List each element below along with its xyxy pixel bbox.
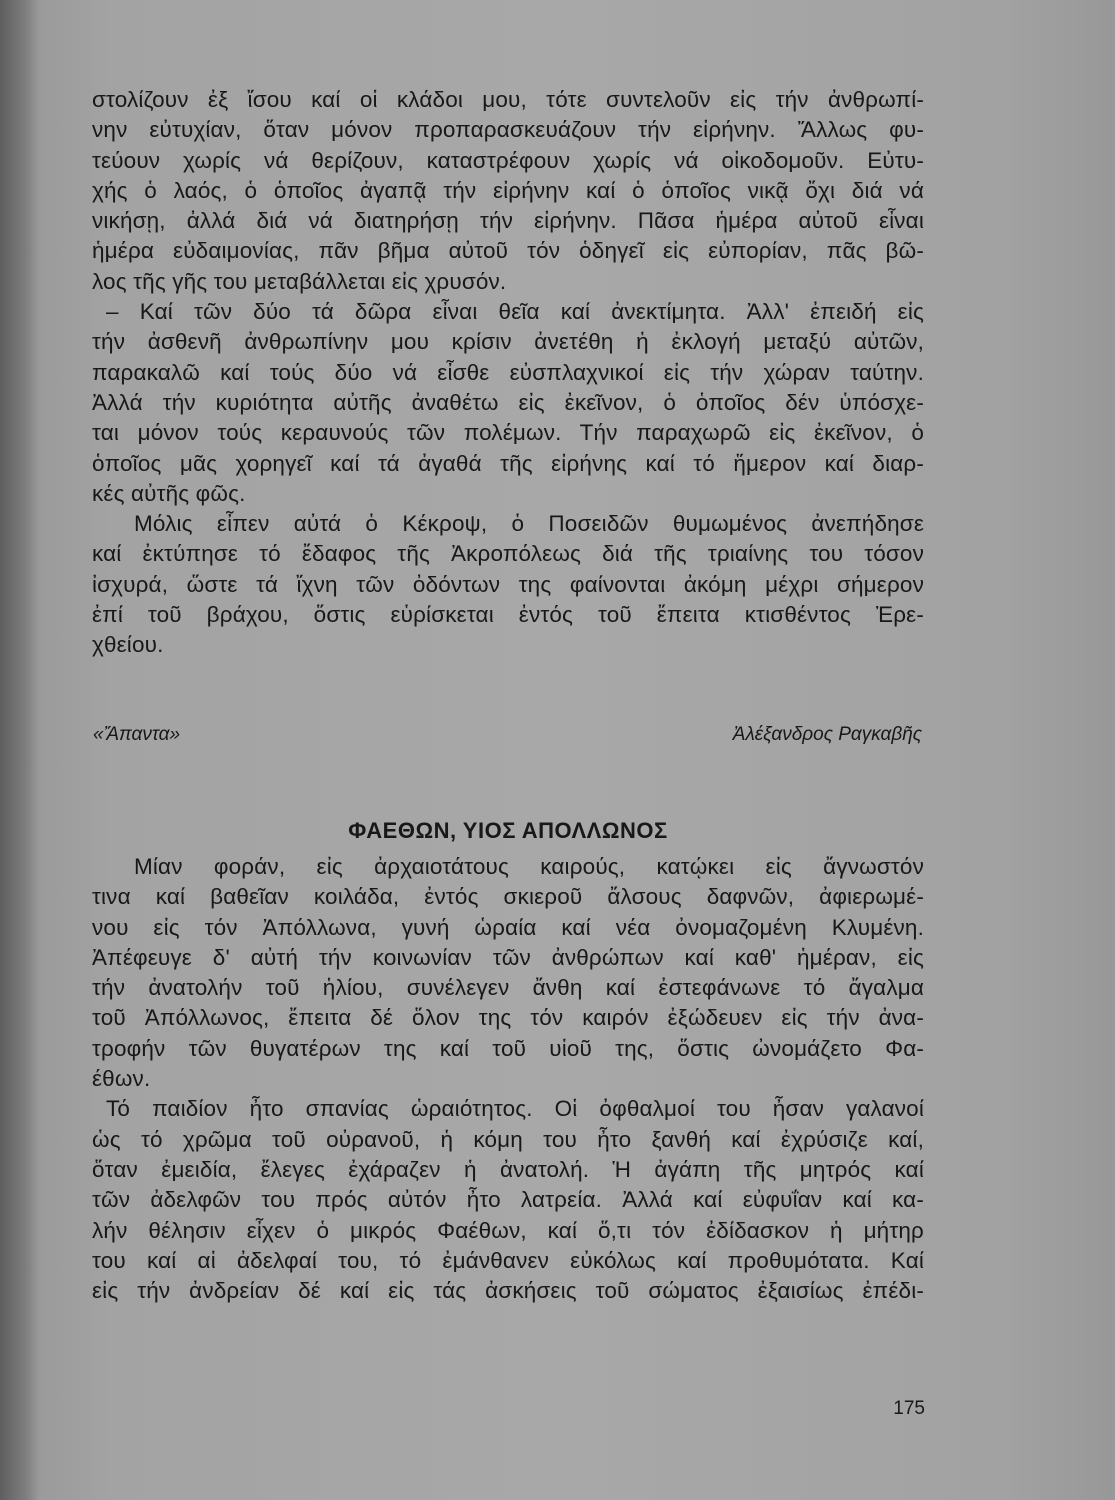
text-line: τεύουν χωρίς νά θερίζουν, καταστρέφουν χωρίς νά οἰκοδομοῦν. Εὐτυ- bbox=[92, 147, 924, 173]
text-line: ἐπί τοῦ βράχου, ὅστις εὑρίσκεται ἐντός τοῦ ἔπειτα κτισθέντος Ἐρε- bbox=[92, 602, 924, 628]
story-passage bbox=[92, 852, 924, 1306]
text-line: ὅταν ἐμειδία, ἔλεγες ἐχάραζεν ἡ ἀνατολή. Ἡ ἀγάπη τῆς μητρός καί bbox=[92, 1156, 924, 1182]
text-line: κές αὐτῆς φῶς. bbox=[92, 480, 246, 506]
text-line: Τό παιδίον ἦτο σπανίας ὡραιότητος. Οἱ ὀφθαλμοί του ἦσαν γαλανοί bbox=[106, 1096, 924, 1122]
text-line: καί ἐκτύπησε τό ἔδαφος τῆς Ἀκροπόλεως διά τῆς τριαίνης του τόσον bbox=[92, 541, 924, 567]
text-line: χής ὁ λαός, ὁ ὁποῖος ἀγαπᾷ τήν εἰρήνην καί ὁ ὁποῖος νικᾷ ὄχι διά νά bbox=[92, 177, 924, 203]
text-line: νικήσῃ, ἀλλά διά νά διατηρήσῃ τήν εἰρήνην. Πᾶσα ἡμέρα αὐτοῦ εἶναι bbox=[92, 208, 924, 234]
text-line: ὡς τό χρῶμα τοῦ οὐρανοῦ, ἡ κόμη του ἦτο ξανθή καί ἐχρύσιζε καί, bbox=[92, 1126, 924, 1152]
source-work: «Ἄπαντα» bbox=[93, 724, 181, 745]
text-line: ἡμέρα εὐδαιμονίας, πᾶν βῆμα αὐτοῦ τόν ὁδηγεῖ εἰς εὐπορίαν, πᾶς βῶ- bbox=[92, 238, 924, 264]
text-line: – Καί τῶν δύο τά δῶρα εἶναι θεῖα καί ἀνεκτίμητα. Ἀλλ' ἐπειδή εἰς bbox=[106, 299, 924, 325]
text-line: τινα καί βαθεῖαν κοιλάδα, ἐντός σκιεροῦ ἄλσους δαφνῶν, ἀφιερωμέ- bbox=[92, 884, 924, 910]
text-line: εἰς τήν ἀνδρείαν δέ καί εἰς τάς ἀσκήσεις τοῦ σώματος ἐξαισίως ἐπέδι- bbox=[92, 1278, 924, 1304]
text-line: Μίαν φοράν, εἰς ἀρχαιοτάτους καιρούς, κατῴκει εἰς ἄγνωστόν bbox=[134, 854, 924, 879]
text-line: τήν ἀνατολήν τοῦ ἡλίου, συνέλεγεν ἄνθη καί ἐστεφάνωνε τό ἄγαλμα bbox=[92, 975, 924, 1001]
story-title: ΦΑΕΘΩΝ, ΥΙΟΣ ΑΠΟΛΛΩΝΟΣ bbox=[348, 818, 668, 843]
text-line: νην εὐτυχίαν, ὅταν μόνον προπαρασκευάζουν τήν εἰρήνην. Ἄλλως φυ- bbox=[92, 117, 924, 143]
book-spine-shadow bbox=[0, 0, 40, 1500]
upper-passage bbox=[92, 85, 924, 661]
text-line: του καί αἱ ἀδελφαί του, τό ἐμάνθανεν εὐκόλως καί προθυμότατα. Καί bbox=[92, 1247, 924, 1273]
text-line: Μόλις εἶπεν αὐτά ὁ Κέκροψ, ὁ Ποσειδῶν θυμωμένος ἀνεπήδησε bbox=[134, 511, 924, 537]
text-line: ἰσχυρά, ὥστε τά ἴχνη τῶν ὀδόντων της φαίνονται ἀκόμη μέχρι σήμερον bbox=[92, 571, 924, 597]
text-line: λος τῆς γῆς του μεταβάλλεται εἰς χρυσόν. bbox=[92, 268, 507, 294]
text-line: τροφήν τῶν θυγατέρων της καί τοῦ υἱοῦ της, ὅστις ὠνομάζετο Φα- bbox=[92, 1035, 924, 1061]
text-line: χθείου. bbox=[92, 632, 164, 658]
text-line: ὁποῖος μᾶς χορηγεῖ καί τά ἀγαθά τῆς εἰρήνης καί τό ἥμερον καί διαρ- bbox=[92, 450, 924, 476]
text-line: νου εἰς τόν Ἀπόλλωνα, γυνή ὡραία καί νέα ὀνομαζομένη Κλυμένη. bbox=[92, 914, 924, 940]
text-line: έθων. bbox=[92, 1066, 151, 1092]
text-line: ται μόνον τούς κεραυνούς τῶν πολέμων. Τήν παραχωρῶ εἰς ἐκεῖνον, ὁ bbox=[92, 420, 924, 446]
text-line: τήν ἀσθενῆ ἀνθρωπίνην μου κρίσιν ἀνετέθη ἡ ἐκλογή μεταξύ αὐτῶν, bbox=[92, 329, 924, 355]
text-line: τῶν ἀδελφῶν του πρός αὐτόν ἦτο λατρεία. Ἀλλά καί εὐφυΐαν καί κα- bbox=[92, 1187, 924, 1213]
text-line: στολίζουν ἐξ ἴσου καί οἱ κλάδοι μου, τότε συντελοῦν εἰς τήν ἀνθρωπί- bbox=[92, 87, 924, 112]
text-line: Ἀλλά τήν κυριότητα αὐτῆς ἀναθέτω εἰς ἐκεῖνον, ὁ ὁποῖος δέν ὑπόσχε- bbox=[92, 389, 924, 415]
source-author: Ἀλέξανδρος Ραγκαβῆς bbox=[732, 724, 922, 745]
text-line: Ἀπέφευγε δ' αὐτή τήν κοινωνίαν τῶν ἀνθρώπων καί καθ' ἡμέραν, εἰς bbox=[92, 944, 924, 970]
text-line: λήν θέλησιν εἶχεν ὁ μικρός Φαέθων, καί ὅ,τι τόν ἐδίδασκον ἡ μήτηρ bbox=[92, 1217, 924, 1243]
text-line: παρακαλῶ καί τούς δύο νά εἶσθε εὐσπλαχνικοί εἰς τήν χώραν ταύτην. bbox=[92, 359, 924, 385]
page-number: 175 bbox=[893, 1398, 925, 1419]
text-line: τοῦ Ἀπόλλωνος, ἔπειτα δέ ὅλον της τόν καιρόν ἐξώδευεν εἰς τήν ἀνα- bbox=[92, 1005, 924, 1031]
